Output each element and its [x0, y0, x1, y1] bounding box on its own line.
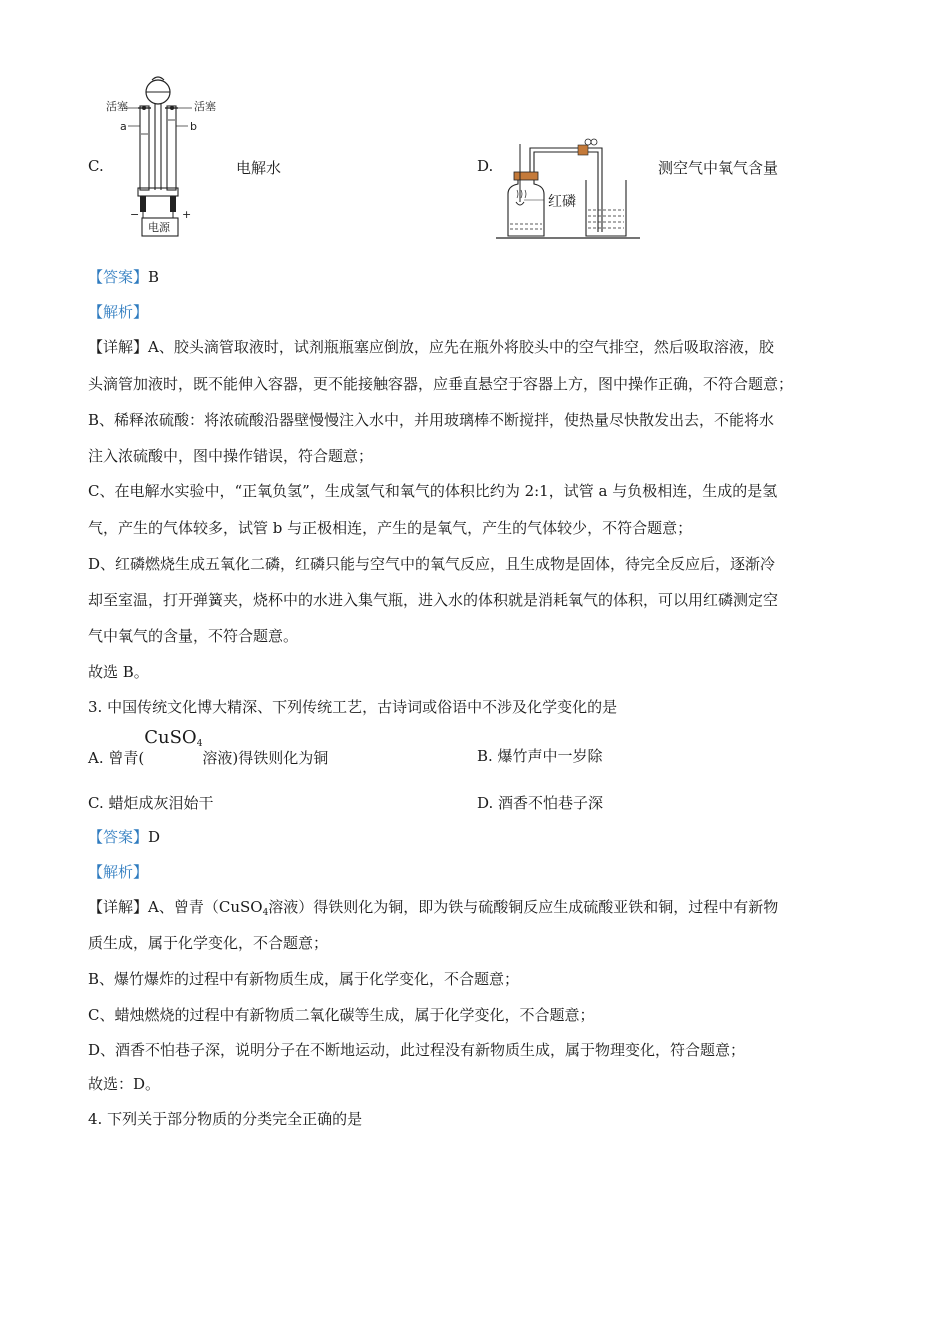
negative-terminal-label: −: [130, 208, 140, 221]
cuso4-formula: [144, 728, 202, 754]
q2-answer: [88, 267, 159, 287]
formula-text: CuSO: [144, 727, 197, 748]
q3-detail-line: C、蜡烛燃烧的过程中有新物质二氧化碳等生成，属于化学变化，不合题意；: [88, 1006, 595, 1024]
q2-detail-line: B、稀释浓硫酸：将浓硫酸沿器壁慢慢注入水中，并用玻璃棒不断搅拌，使热量尽快散发出去，不能将水: [88, 411, 775, 429]
q3-analysis-tag: 【解析】: [88, 863, 149, 881]
detail-tag: 【详解】: [88, 898, 149, 916]
subscript: 4: [262, 908, 269, 918]
q2-analysis-tag: 【解析】: [88, 303, 149, 321]
answer-value: B: [148, 268, 160, 286]
q2-detail-line: 头滴管加液时，既不能伸入容器，更不能接触容器，应垂直悬空于容器上方，图中操作正确，不符合题意；: [88, 375, 794, 393]
option-d-caption: 测空气中氧气含量: [658, 159, 779, 177]
q3-option-c: C. 蜡炬成灰泪始干: [88, 794, 214, 812]
option-c-label: C.: [88, 157, 104, 175]
q2-detail-line: D、红磷燃烧生成五氧化二磷，红磷只能与空气中的氧气反应，且生成物是固体，待完全反应后，逐渐冷: [88, 555, 776, 573]
q2-detail-line: 注入浓硫酸中，图中操作错误，符合题意；: [88, 447, 374, 465]
tube-b-label: b: [190, 120, 197, 133]
q2-detail-line: [88, 337, 774, 357]
q3-option-d: D. 酒香不怕巷子深: [477, 794, 604, 812]
answer-tag: 【答案】: [88, 828, 149, 846]
red-phosphorus-label: 红磷: [548, 194, 576, 210]
q2-detail-line: 却至室温，打开弹簧夹，烧杯中的水进入集气瓶，进入水的体积就是消耗氧气的体积，可以用红磷测定空: [88, 591, 779, 609]
q3-detail-line: [88, 897, 778, 923]
q2-detail-line: 气中氧气的含量，不符合题意。: [88, 627, 299, 645]
q2-conclusion: 故选 B。: [88, 663, 149, 681]
option-a-prefix: A. 曾青(: [88, 749, 145, 767]
answer-tag: 【答案】: [88, 268, 149, 286]
option-a-suffix: 溶液)得铁则化为铜: [202, 749, 329, 767]
positive-terminal-label: +: [182, 208, 192, 221]
option-d-label: D.: [477, 157, 494, 175]
answer-value: D: [148, 828, 161, 846]
q3-answer: [88, 827, 160, 847]
oxygen-measurement-figure: [494, 132, 644, 242]
q4-stem: 4. 下列关于部分物质的分类完全正确的是: [88, 1110, 363, 1128]
option-c-caption: 电解水: [236, 159, 282, 177]
q3-line-text: 溶液）得铁则化为铜，即为铁与硫酸铜反应生成硫酸亚铁和铜，过程中有新物: [268, 898, 779, 916]
q3-conclusion: 故选：D。: [88, 1075, 161, 1093]
q3-option-b: B. 爆竹声中一岁除: [477, 747, 603, 765]
q2-detail-line: C、在电解水实验中，“正氧负氢”，生成氢气和氧气的体积比约为 2:1，试管 a 与负极相连，生成的是氢: [88, 482, 778, 500]
q3-option-a: [88, 727, 329, 768]
tube-a-label: a: [120, 120, 127, 133]
q2-line-text: A、胶头滴管取液时，试剂瓶瓶塞应倒放，应先在瓶外将胶头中的空气排空，然后吸取溶液，胶: [148, 338, 774, 356]
q3-line-text: A、曾青（CuSO: [148, 898, 263, 916]
q3-detail-line: D、酒香不怕巷子深，说明分子在不断地运动，此过程没有新物质生成，属于物理变化，符合题意；: [88, 1041, 746, 1059]
q3-detail-line: 质生成，属于化学变化，不合题意；: [88, 934, 329, 952]
power-source-label: 电源: [148, 221, 170, 234]
q2-detail-line: 气，产生的气体较多，试管 b 与正极相连，产生的是氧气，产生的气体较少，不符合题意；: [88, 519, 693, 537]
electrolysis-apparatus-figure: [102, 72, 222, 242]
q3-stem: 3. 中国传统文化博大精深、下列传统工艺，古诗词或俗语中不涉及化学变化的是: [88, 698, 618, 716]
formula-subscript: 4: [196, 739, 203, 749]
q3-detail-line: B、爆竹爆炸的过程中有新物质生成，属于化学变化，不合题意；: [88, 970, 520, 988]
right-valve-label: 活塞: [194, 100, 216, 113]
left-valve-label: 活塞: [106, 100, 128, 113]
detail-tag: 【详解】: [88, 338, 149, 356]
